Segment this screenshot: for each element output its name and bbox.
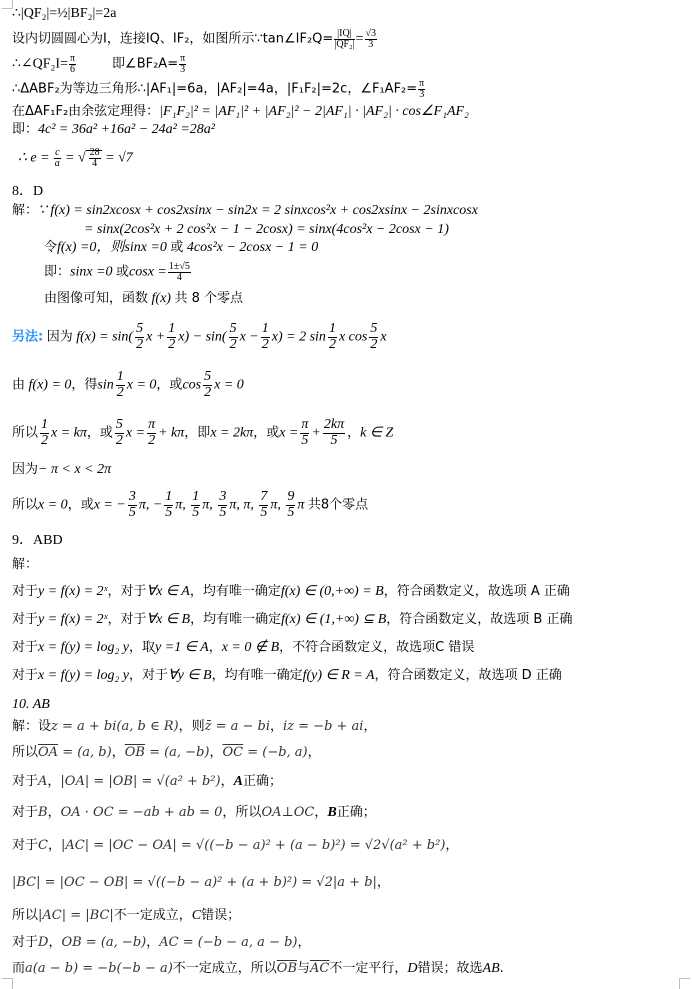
text-segment: 2 [261, 336, 269, 352]
text-segment: 共 8 个零点 [174, 291, 243, 306]
text-segment: 2kπ [323, 417, 345, 432]
text-segment: AC = (−b − a, a − b) [159, 935, 298, 950]
text-segment: ，得 [71, 377, 98, 393]
text-segment: 或 [170, 240, 184, 255]
text-segment: = sinx(2cos²x + 2 cos²x − 1 − 2cosx) = sinx(4cos²x − 2cosx − 1) [84, 222, 449, 237]
text-segment: ， [209, 745, 223, 760]
text-segment: 3 [419, 89, 425, 100]
text-segment: C [191, 908, 202, 923]
text-segment: $\overline{OA}$ [38, 745, 59, 760]
text-segment: ，或 [253, 425, 280, 441]
text-segment: 2 [116, 384, 124, 400]
q7-line-7: ∴ e = $\frac{c}{a}$ = √ $\frac{28}{4}$ = √7 [18, 147, 133, 169]
text-segment: 2 [370, 336, 378, 352]
text-segment: x = − [93, 497, 126, 513]
text-segment: y = f(x) = 2ˣ [38, 584, 108, 599]
text-segment: x) = 2 sin [271, 329, 326, 345]
text-segment: B [327, 805, 337, 820]
q8-alt-line-2 [12, 370, 244, 400]
q8-line-2 [84, 222, 449, 237]
text-segment: 对于 [12, 935, 39, 950]
q8-alt-line-5: 所以x = 0，或x = − $\frac{3}{5}$ π, − $\frac{1}{5}$ π, $\frac{1}{5}$ π, $\frac{3}{5}$ π, π, $\frac{7}{5}$ π, $\frac{9}{5}$ π 共8个零点 [12, 489, 369, 520]
q8-line-4 [44, 262, 192, 283]
q9-line-2 [12, 612, 572, 627]
text-segment: 即： [12, 122, 39, 137]
q8-alt-line-3 [12, 418, 393, 448]
text-segment: ，所以 [222, 805, 262, 820]
fraction [69, 54, 76, 75]
text-segment: ，均有唯一确定 [189, 584, 281, 599]
text-segment: $\overline{OB}$ [276, 961, 298, 976]
text-segment: 5 [260, 504, 268, 520]
q7-line-3 [12, 54, 187, 75]
q8-line-3 [44, 240, 318, 255]
text-segment: 5 [204, 369, 212, 384]
text-segment: 5 [165, 504, 173, 520]
text-segment: 共8个零点 [307, 497, 369, 513]
text-segment: x − [239, 329, 259, 345]
text-segment: sin [97, 377, 114, 393]
text-segment: 因为 [12, 462, 39, 477]
text-segment: 2 [136, 336, 144, 352]
text-segment: 4 [176, 272, 182, 283]
text-segment: 4cos²x − 2cosx − 1 = 0 [186, 240, 319, 255]
text-segment: |OA| = |OB| = √(a² + b²) [60, 774, 221, 789]
text-segment: |F₁F₂|² = |AF₁|² + |AF₂|² − 2|AF₁| · |AF₂| · cos∠F₁AF₂ [159, 104, 469, 119]
q9-line-4 [12, 668, 562, 683]
text-segment: x = 2kπ [210, 425, 254, 441]
text-segment: x cos [338, 329, 368, 345]
text-segment: 由 [12, 377, 26, 393]
text-segment: ∴|QF₂|=½|BF₂|=2a [12, 6, 117, 21]
text-segment: ， [47, 805, 61, 820]
text-segment: 即： [44, 264, 71, 280]
text-segment: = [355, 31, 364, 47]
text-segment: ∵ f(x) = sin2xcosx + cos2xsinx − sin2x = 2 sinxcos²x + cos2xsinx − 2sinxcosx [38, 203, 478, 218]
text-segment: f(x) ∈ (0,+∞) = B [280, 584, 384, 599]
text-segment: f(x) =0，则 [57, 240, 125, 255]
text-segment: $\overline{OB}$ [124, 745, 145, 760]
text-segment: C [38, 838, 48, 853]
text-segment: ，取 [129, 640, 156, 655]
text-segment: 2 [229, 336, 237, 352]
text-segment: 对于 [12, 838, 39, 853]
text-segment: 3 [219, 489, 227, 504]
text-segment: ， [297, 935, 311, 950]
text-segment: ， [314, 805, 328, 820]
q8-heading [12, 184, 43, 199]
text-segment: A [233, 774, 243, 789]
text-segment: 9．ABD [12, 533, 63, 548]
text-segment: 5 [301, 432, 309, 448]
text-segment: ，即 [184, 425, 211, 441]
text-segment: 1 [116, 369, 124, 384]
text-segment: 8．D [12, 184, 44, 199]
text-segment: 所以 [12, 497, 39, 513]
q10-line-5 [12, 838, 458, 853]
q10-line-3 [12, 774, 282, 789]
text-segment: 5 [330, 432, 338, 448]
text-segment: f(y) ∈ R = A [302, 668, 375, 683]
text-segment: 正确； [242, 774, 282, 789]
text-segment: |QF₂| [334, 39, 355, 50]
text-segment: 5 [287, 504, 295, 520]
text-segment: π [180, 53, 186, 64]
fraction [179, 54, 186, 75]
text-segment: D [407, 961, 418, 976]
text-segment: √3 [365, 28, 376, 39]
text-segment: ， [445, 838, 459, 853]
text-segment: π [419, 78, 425, 89]
text-segment: 2 [168, 336, 176, 352]
text-segment: ∀x ∈ A [146, 584, 190, 599]
text-segment: ， [307, 745, 321, 760]
fraction [334, 29, 354, 50]
text-segment: = [61, 150, 78, 166]
text-segment: ∀y ∈ B [168, 668, 212, 683]
text-segment: AB [482, 961, 500, 976]
text-segment: x = [125, 425, 146, 441]
text-segment: ， [208, 640, 222, 655]
text-segment: B [38, 805, 48, 820]
text-segment: ， [220, 774, 234, 789]
text-segment: 5 [115, 417, 123, 432]
q8-line-5 [44, 291, 243, 306]
q8-alt-line-1 [12, 322, 387, 352]
q7-line-4 [12, 79, 426, 100]
text-segment: sinx =0 [70, 264, 113, 280]
text-segment: π [69, 53, 76, 64]
text-segment: 7 [260, 489, 268, 504]
q7-line-1 [12, 6, 116, 21]
text-segment: a(a − b) = −b(−b − a) [25, 961, 173, 976]
text-segment: |AC| = |OC − OA| = √((−b − a)² + (a − b)²) = √2√(a² + b²) [60, 838, 446, 853]
text-segment: π [301, 417, 309, 432]
text-segment: 1 [328, 321, 336, 336]
text-segment: 3 [128, 489, 136, 504]
text-segment: 2 [148, 432, 156, 448]
text-segment: = (a, b) [58, 745, 112, 760]
text-segment: 5 [370, 321, 378, 336]
text-segment: y =1 ∈ A [155, 640, 209, 655]
text-segment: 10. AB [12, 697, 50, 712]
text-segment: 错误； [201, 908, 241, 923]
text-segment: 所以 [12, 745, 39, 760]
text-segment: 不一定成立， [113, 908, 192, 923]
text-segment: OA · OC = −ab + ab = 0 [60, 805, 223, 820]
text-segment: ∴ e = [18, 150, 54, 166]
text-segment: OA⊥OC [261, 805, 315, 820]
text-segment: 5 [229, 321, 237, 336]
text-segment: D [38, 935, 49, 950]
text-segment: 5 [128, 504, 136, 520]
text-segment: 所以 [12, 425, 39, 441]
text-segment: 2 [204, 384, 212, 400]
text-segment: 1 [261, 321, 269, 336]
text-segment: cosx = [129, 264, 167, 280]
q10-line-9 [12, 961, 504, 976]
text-segment: x + [146, 329, 166, 345]
text-segment: 不一定成立，所以 [172, 961, 277, 976]
text-segment: ， [47, 838, 61, 853]
text-segment: 由图像可知，函数 [44, 291, 149, 306]
text-segment: cos [182, 377, 202, 393]
text-segment: 解：设 [12, 719, 52, 734]
page-corner-mark [679, 978, 690, 989]
text-segment: k ∈ Z [360, 425, 394, 441]
fraction [89, 148, 101, 169]
text-segment: ， [146, 935, 160, 950]
text-segment: ， [111, 745, 125, 760]
text-segment: |BC| = |OC − OB| = √((−b − a)² + (a + b)²) = √2|a + b| [12, 875, 377, 890]
q10-line-7 [12, 908, 240, 923]
text-segment: + [311, 425, 321, 441]
text-segment: 2 [41, 432, 49, 448]
text-segment: 对于 [12, 612, 39, 627]
text-segment: ，符合函数定义，故选项 D 正确 [374, 668, 562, 683]
text-segment: 4c² = 36a² +16a² − 24a² =28a² [38, 122, 216, 137]
text-segment: x = 0 [214, 377, 244, 393]
q10-heading [12, 697, 50, 712]
text-segment: 令 [44, 240, 58, 255]
text-segment: ，则 [178, 719, 205, 734]
text-segment: 9 [287, 489, 295, 504]
text-segment: 而 [12, 961, 26, 976]
text-segment: ，或 [86, 425, 113, 441]
text-segment: 设内切圆圆心为I，连接IQ、IF₂，如图所示∵tan∠IF₂Q= [12, 31, 334, 47]
text-segment: x = [279, 425, 299, 441]
alt-method-label: 另法: [12, 329, 44, 345]
text-segment: 1 [41, 417, 49, 432]
fraction [54, 148, 60, 169]
text-segment: f(x) = 0 [28, 377, 72, 393]
text-segment: 因为 [46, 329, 73, 345]
text-segment: − π < x < 2π [38, 462, 112, 477]
q8-alt-line-4 [12, 462, 111, 477]
text-segment: ， [270, 719, 284, 734]
text-segment: A [38, 774, 48, 789]
text-segment: x [380, 329, 387, 345]
text-segment: 不一定平行， [329, 961, 408, 976]
text-segment: 在ΔAF₁F₂由余弦定理得： [12, 104, 160, 119]
text-segment: 5 [136, 321, 144, 336]
text-segment: |AC| = |BC| [38, 908, 114, 923]
text-segment: 2 [328, 336, 336, 352]
q9-sol-label [12, 557, 38, 572]
text-segment: x = 0 ∉ B [221, 640, 280, 655]
text-segment: 解： [12, 557, 39, 572]
text-segment: 即∠BF₂A= [112, 56, 179, 72]
text-segment: 1±√5 [168, 261, 190, 272]
text-segment: iz = −b + ai [283, 719, 364, 734]
text-segment: 1 [165, 489, 173, 504]
text-segment: = √7 [101, 150, 133, 166]
q10-line-8 [12, 935, 311, 950]
text-segment: 1 [168, 321, 176, 336]
q9-line-3 [12, 640, 474, 655]
text-segment: ，均有唯一确定 [211, 668, 303, 683]
q7-line-2 [12, 29, 378, 50]
text-segment: π [148, 417, 156, 432]
q10-line-2 [12, 745, 321, 760]
text-segment: 正确； [336, 805, 376, 820]
text-segment: . [499, 961, 504, 976]
text-segment: + kπ [158, 425, 185, 441]
text-segment: x = f(y) = log₂ y [38, 640, 130, 655]
text-segment: $\overline{AC}$ [310, 961, 330, 976]
q7-line-6 [12, 122, 215, 137]
q9-heading [12, 533, 63, 548]
text-segment: y = f(x) = 2ˣ [38, 612, 108, 627]
text-segment: z̄ = a − bi [204, 719, 270, 734]
text-segment: x = f(y) = log₂ y [38, 668, 130, 683]
text-segment: 5 [192, 504, 200, 520]
text-segment: 对于 [12, 805, 39, 820]
text-segment: 28 [89, 147, 100, 158]
text-segment: f(x) ∈ (1,+∞) ⊆ B [281, 612, 387, 627]
text-segment: 或 [116, 264, 130, 280]
text-segment: 3 [368, 39, 374, 50]
text-segment: ， [47, 774, 61, 789]
text-segment: 1 [192, 489, 200, 504]
text-segment: ， [363, 719, 377, 734]
q10-line-6 [12, 875, 390, 890]
q8-line-1 [12, 203, 478, 218]
text-segment: 与 [297, 961, 311, 976]
text-segment: |IQ| [334, 29, 354, 40]
text-segment: ∀x ∈ B [146, 612, 191, 627]
q10-line-1 [12, 719, 376, 734]
fraction [418, 79, 425, 100]
text-segment: a [54, 158, 60, 169]
text-segment: ，对于 [107, 584, 147, 599]
text-segment: 2 [115, 432, 123, 448]
text-segment: OB = (a, −b) [61, 935, 147, 950]
q7-line-5 [12, 104, 469, 119]
text-segment: 对于 [12, 584, 39, 599]
text-segment: 对于 [12, 774, 39, 789]
text-segment: ∴∠QF₂I= [12, 56, 68, 72]
text-segment: ，或 [156, 377, 183, 393]
page-corner-mark [2, 978, 13, 989]
text-segment: 错误；故选 [417, 961, 483, 976]
text-segment: ， [48, 935, 62, 950]
text-segment: 对于 [12, 640, 39, 655]
text-segment: 解： [12, 203, 39, 218]
q10-line-4 [12, 805, 376, 820]
text-segment: 所以 [12, 908, 39, 923]
text-segment: f(x) = sin( [76, 329, 134, 345]
text-segment: x = 0 [38, 497, 68, 513]
text-segment: ，对于 [107, 612, 147, 627]
text-segment: x = kπ [51, 425, 87, 441]
text-segment: ，或 [67, 497, 94, 513]
text-segment: ，符合函数定义，故选项 B 正确 [386, 612, 573, 627]
text-segment: 4 [92, 158, 98, 169]
text-segment: ，对于 [129, 668, 169, 683]
text-segment: sinx =0 [124, 240, 167, 255]
text-segment: ， [347, 425, 361, 441]
text-segment: x = 0 [126, 377, 157, 393]
text-segment: f(x) [151, 291, 171, 306]
q9-line-1 [12, 584, 570, 599]
text-segment: 5 [219, 504, 227, 520]
text-segment: 对于 [12, 668, 39, 683]
text-segment: ，均有唯一确定 [190, 612, 282, 627]
fraction [168, 262, 191, 283]
text-segment: x) − sin( [178, 329, 227, 345]
text-segment: 6 [70, 64, 76, 75]
text-segment: 3 [180, 64, 186, 75]
text-segment: z = a + bi(a, b ∈ R) [51, 719, 179, 734]
text-segment: ∴ΔABF₂为等边三角形∴|AF₁|=6a，|AF₂|=4a，|F₁F₂|=2c，∠F₁AF₂= [12, 81, 418, 97]
fraction [365, 29, 378, 50]
text-segment: = (a, −b) [144, 745, 210, 760]
text-segment: ，符合函数定义，故选项 A 正确 [383, 584, 570, 599]
text-segment: c [55, 147, 60, 158]
text-segment: ， [376, 875, 390, 890]
text-segment: = (−b, a) [243, 745, 308, 760]
text-segment: ，不符合函数定义，故选项C 错误 [279, 640, 475, 655]
text-segment: $\overline{OC}$ [222, 745, 244, 760]
